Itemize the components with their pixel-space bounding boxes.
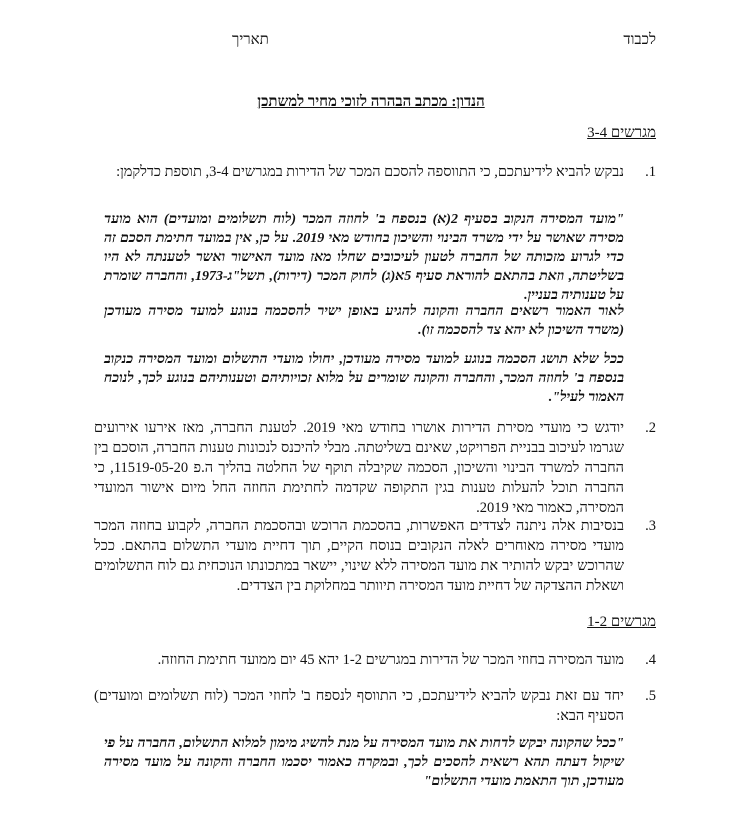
paragraph-3: בנסיבות אלה ניתנה לצדדים האפשרות, בהסכמת הרוכש ובהסכמת החברה, לקבוע בחוזה המכר מועדי מסירה מאוחרים לאלה הנקובים בנוסח הקיים, תוך דחיית מועדי התשלום בהתאם. ככל שהרוכש יבקש להותיר את מועד המסירה ללא שינוי, יישאר במתכונתו הנוכחית גם לוח התשלומים ושאלת ההצדקה של דחיית מועד המסירה תיוותר במחלוקת בין הצדדים. xyxy=(94,518,624,594)
quote-delivery-date: "מועד המסירה הנקוב בסעיף 2(א) בנספח ב' לחוזה המכר (לוח תשלומים ומועדים) הוא מועד מסירה שאושר על ידי משרד הבינוי והשיכון בחודש מאי 2019. על כן, אין במועד חתימת הסכם זה כדי לגרוע מזכותה של החברה לטעון לעיכובים שחלו מאז מועד האישור ואשר לטענתה לא היו בשליטתה, וזאת בהתאם להוראת סעיף 5א(ג) לחוק המכר (דירות), תשל"ג-1973, והחברה שומרת על טענותיה בעניין. xyxy=(104,212,625,303)
quote-no-agreement: ככל שלא תושג הסכמה בנוגע למועד מסירה מעודכן, יחולו מועדי התשלום ומועד המסירה כנקוב בנספח ב' לחוזה המכר, והחברה והקונה שומרים על מלוא זכויותיהם וטענותיהם בנוגע לכך, לנוכח האמור לעיל". xyxy=(104,352,624,405)
quote-deferral-clause: "ככל שהקונה יבקש לדחות את מועד המסירה על מנת להשיג מימון למלוא התשלום, החברה על פי שיקול דעתה תהא רשאית להסכים לכך, ובמקרה כאמור יסכמו החברה והקונה על מועד מסירה מעודכן, תוך התאמת מועדי התשלום" xyxy=(104,736,624,789)
subject-line: הנדון: מכתב הבהרה לזוכי מחיר למשתכן xyxy=(257,94,485,110)
item-number-2: 2. xyxy=(645,420,656,436)
paragraph-4: מועד המסירה בחוזי המכר של הדירות במגרשים 1-2 יהא 45 יום ממועד חתימת החוזה. xyxy=(157,652,624,668)
item-number-4: 4. xyxy=(645,652,656,668)
addressee-label: לכבוד xyxy=(623,32,656,48)
item-number-1: 1. xyxy=(645,164,656,180)
item-number-3: 3. xyxy=(645,518,656,534)
section-heading-plots-3-4: מגרשים 3-4 xyxy=(587,125,656,141)
paragraph-1: נבקש להביא לידיעתכם, כי התווספה להסכם המכר של הדירות במגרשים 3-4, תוספת כדלקמן: xyxy=(116,164,624,180)
quote-direct-agreement: לאור האמור רשאים החברה והקונה להגיע באופן ישיר להסכמה בנוגע למועד מסירה מעודכן (משרד השיכון לא יהא צד להסכמה זו). xyxy=(104,304,624,338)
paragraph-2: יודגש כי מועדי מסירת הדירות אושרו בחודש מאי 2019. לטענת החברה, מאז אירעו אירועים שגרמו לעיכוב בבניית הפרויקט, שאינם בשליטתה. מבלי להיכנס לנכונות טענות החברה, הוסכם בין החברה למשרד הבינוי והשיכון, הסכמה שקיבלה תוקף של החלטה בהליך ה.פ 11519-05-20, כי החברה תוכל להעלות טענות בגין התקופה שקדמה לחתימת החוזה החל מיום אישור המועדי המסירה, כאמור מאי 2019. xyxy=(94,420,625,516)
date-label: תאריך xyxy=(232,32,269,48)
section-heading-plots-1-2: מגרשים 1-2 xyxy=(587,614,656,630)
item-number-5: 5. xyxy=(645,688,656,704)
paragraph-5: יחד עם זאת נבקש להביא לידיעתכם, כי התווסף לנספח ב' לחוזי המכר (לוח תשלומים ומועדים) הסעיף הבא: xyxy=(94,688,624,724)
